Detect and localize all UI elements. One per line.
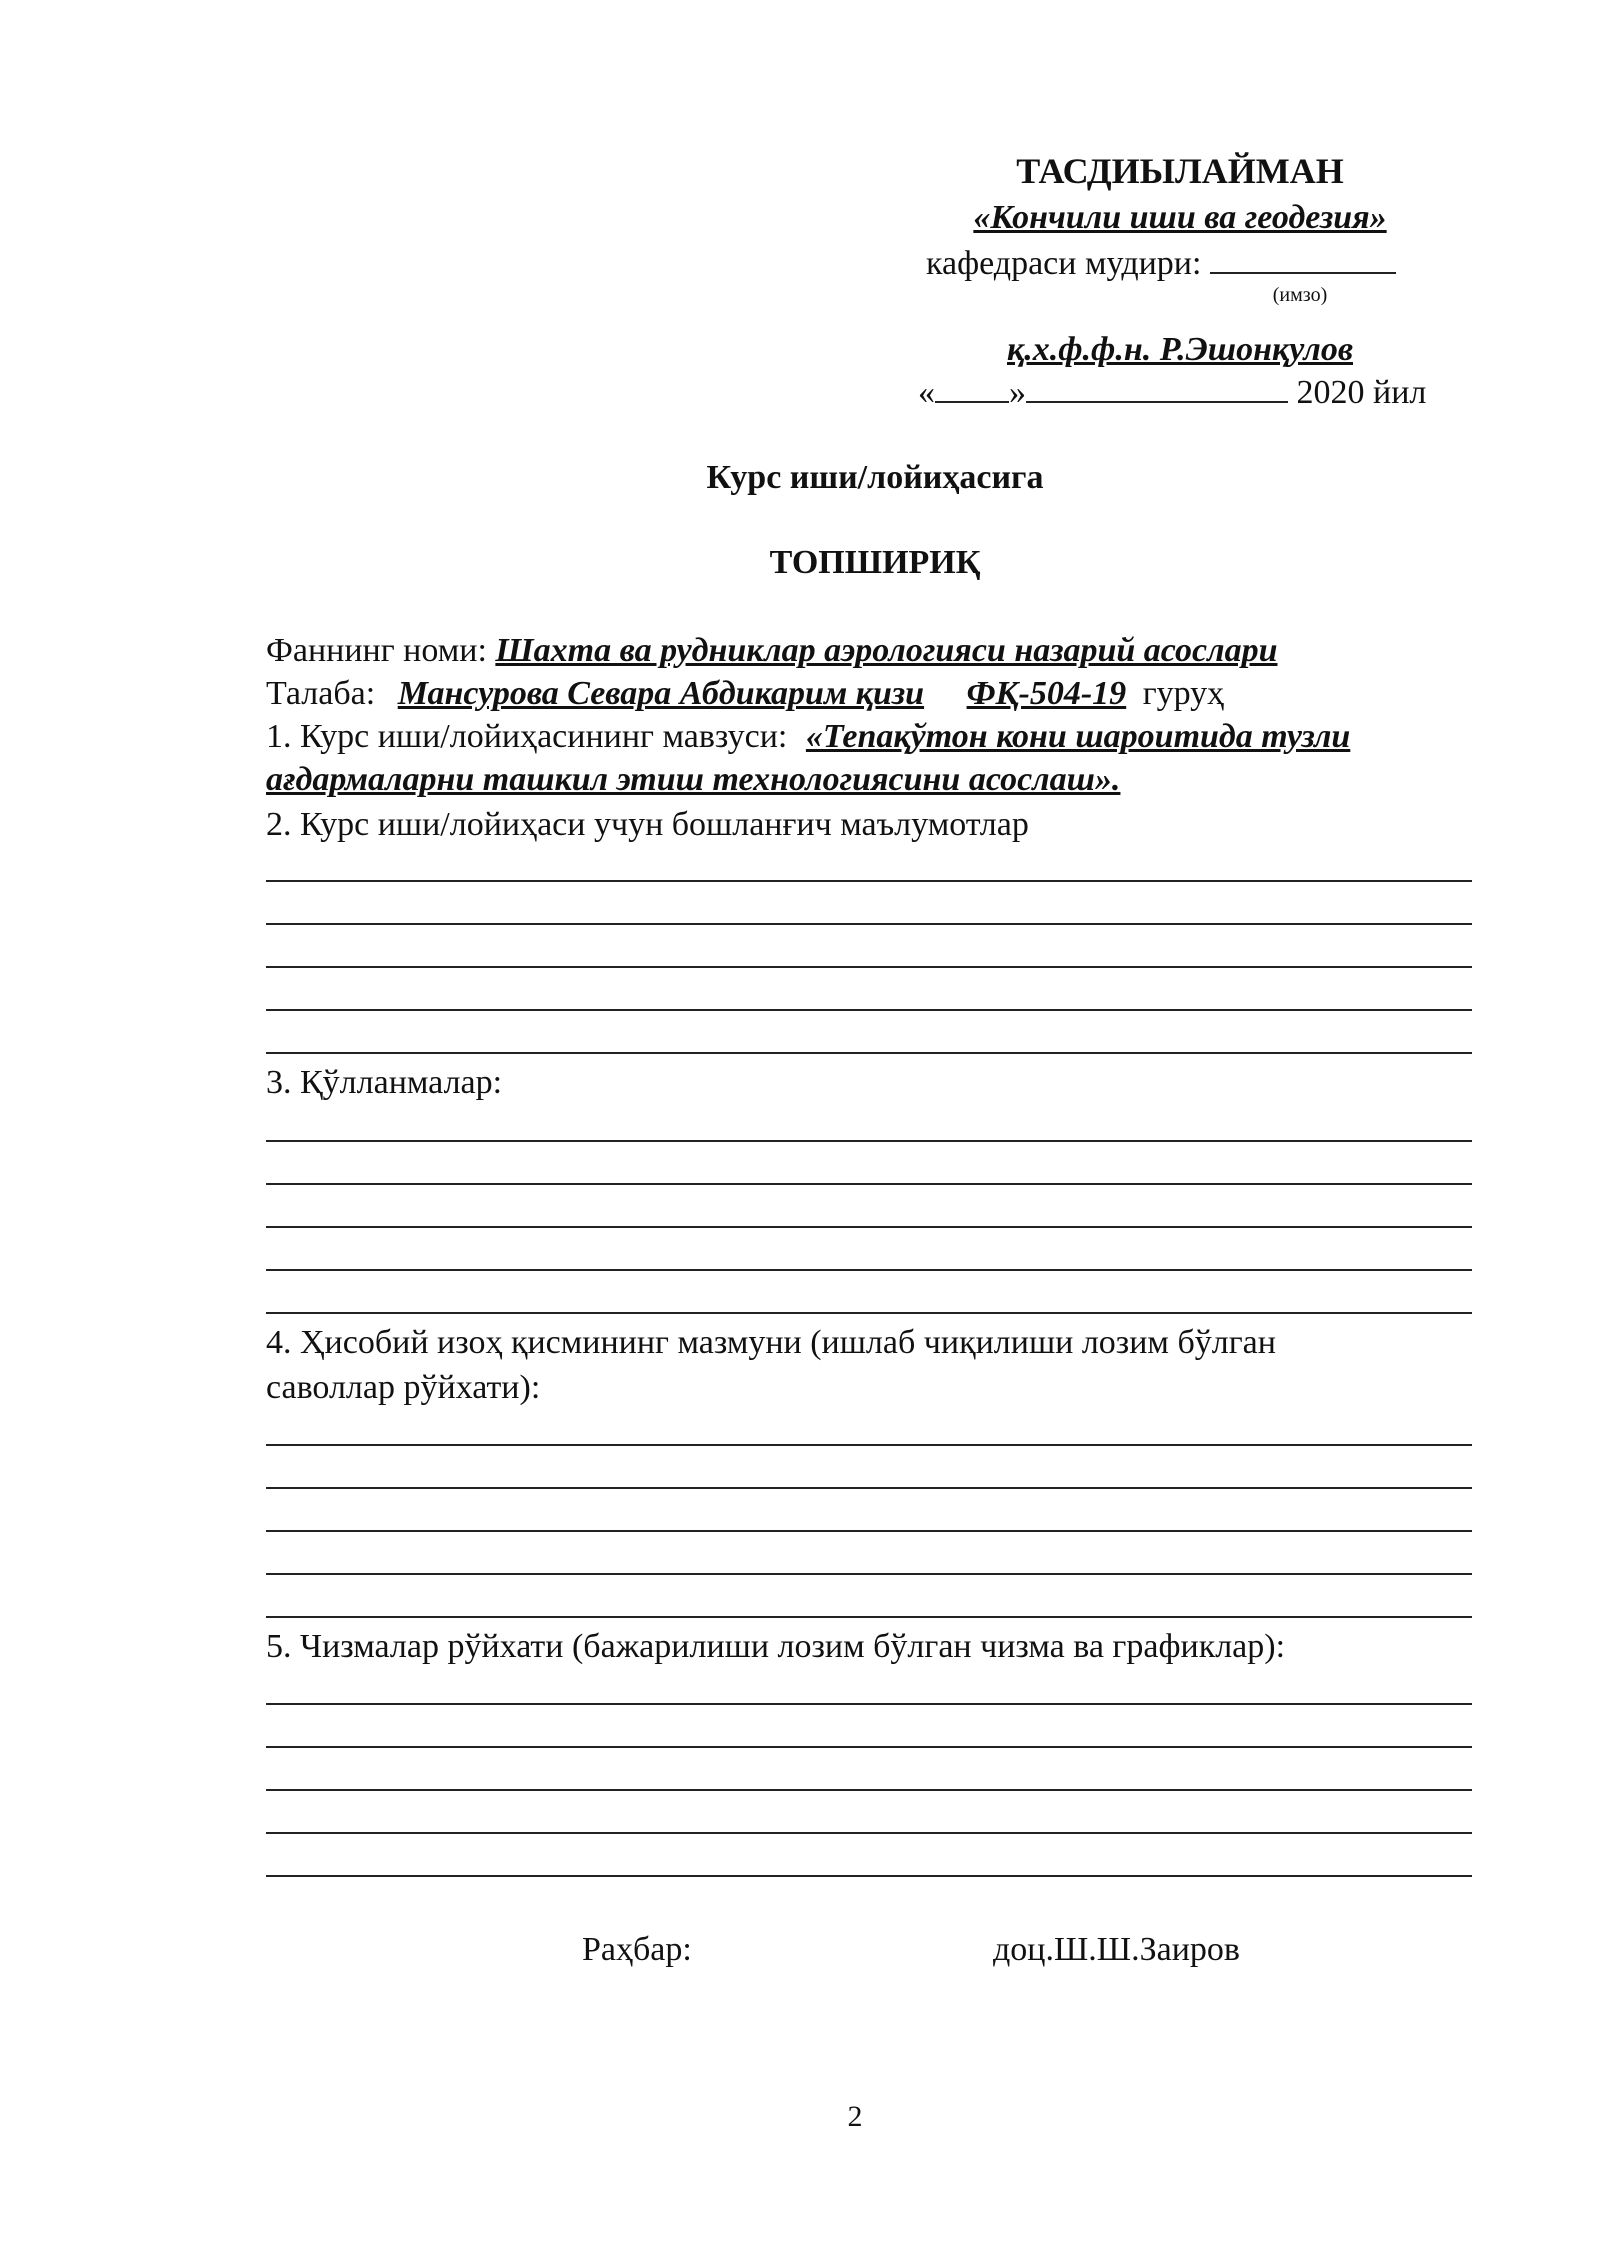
- topic-line: [266, 717, 1350, 757]
- write-line: [266, 1140, 1472, 1142]
- subject-line: [266, 631, 1277, 671]
- subject-label: Фаннинг номи:: [266, 632, 487, 669]
- department-name: «Кончили иши ва геодезия»: [973, 199, 1387, 236]
- write-line: [266, 1832, 1472, 1834]
- write-line: [266, 880, 1472, 882]
- date-day-blank: [935, 373, 1009, 403]
- section-drawings: 5. Чизмалар рўйхати (бажарилиши лозим бўлган чизма ва графиклар):: [266, 1628, 1286, 1665]
- signature-hint: (имзо): [1272, 284, 1328, 306]
- write-line: [266, 923, 1472, 925]
- supervisor-label: Раҳбар:: [582, 1931, 692, 1968]
- write-line: [266, 1746, 1472, 1748]
- date-year: 2020 йил: [1296, 374, 1427, 411]
- write-line: [266, 1052, 1472, 1054]
- write-line: [266, 1789, 1472, 1791]
- topic-value-first: «Тепақўтон кони шароитида тузли: [805, 718, 1351, 755]
- department-head-name: қ.х.ф.ф.н. Р.Эшонқулов: [1006, 331, 1354, 368]
- subject-value: Шахта ва рудниклар аэрологияси назарий асослари: [495, 632, 1278, 669]
- write-line: [266, 1487, 1472, 1489]
- date-open-quote: «: [918, 374, 935, 411]
- date-close-quote: »: [1009, 374, 1026, 411]
- student-line: [266, 674, 1224, 714]
- date-month-blank: [1026, 373, 1288, 403]
- write-line: [266, 1703, 1472, 1705]
- write-line: [266, 1269, 1472, 1271]
- write-line: [266, 1875, 1472, 1877]
- write-line: [266, 966, 1472, 968]
- write-line: [266, 1312, 1472, 1314]
- student-name: Мансурова Севара Абдикарим қизи: [397, 675, 925, 712]
- write-line: [266, 1009, 1472, 1011]
- write-line: [266, 1444, 1472, 1446]
- student-label: Талаба:: [266, 675, 376, 712]
- approval-heading: ТАСДИЫЛАЙМАН: [1016, 151, 1344, 191]
- write-line: [266, 1226, 1472, 1228]
- write-line: [266, 1616, 1472, 1618]
- department-head-line: [926, 244, 1396, 284]
- group-code: ФҚ-504-19: [966, 675, 1127, 712]
- write-line: [266, 1183, 1472, 1185]
- supervisor-name: доц.Ш.Ш.Заиров: [993, 1931, 1240, 1968]
- group-label: гуруҳ: [1142, 675, 1225, 712]
- signature-blank: [1210, 244, 1396, 274]
- write-line: [266, 1530, 1472, 1532]
- section-initial-data: 2. Курс иши/лойиҳаси учун бошланғич маълумотлар: [266, 806, 1029, 843]
- section-calculation-notes: 4. Ҳисобий изоҳ қисмининг мазмуни (ишлаб чиқилиши лозим бўлган: [266, 1324, 1276, 1361]
- section-calculation-notes-cont: саволлар рўйхати):: [266, 1369, 541, 1406]
- page-number: 2: [847, 2100, 863, 2133]
- department-head-label: кафедраси мудири:: [926, 245, 1202, 282]
- topic-value-second: ағдармаларни ташкил этиш технологиясини асослаш».: [266, 761, 1121, 798]
- topic-label: 1. Курс иши/лойиҳасининг мавзуси:: [266, 718, 788, 755]
- write-line: [266, 1573, 1472, 1575]
- document-subtitle: Курс иши/лойиҳасига: [706, 459, 1044, 496]
- document-title: ТОПШИРИҚ: [769, 544, 981, 581]
- section-manuals: 3. Қўлланмалар:: [266, 1064, 503, 1101]
- approval-date-line: [918, 373, 1426, 413]
